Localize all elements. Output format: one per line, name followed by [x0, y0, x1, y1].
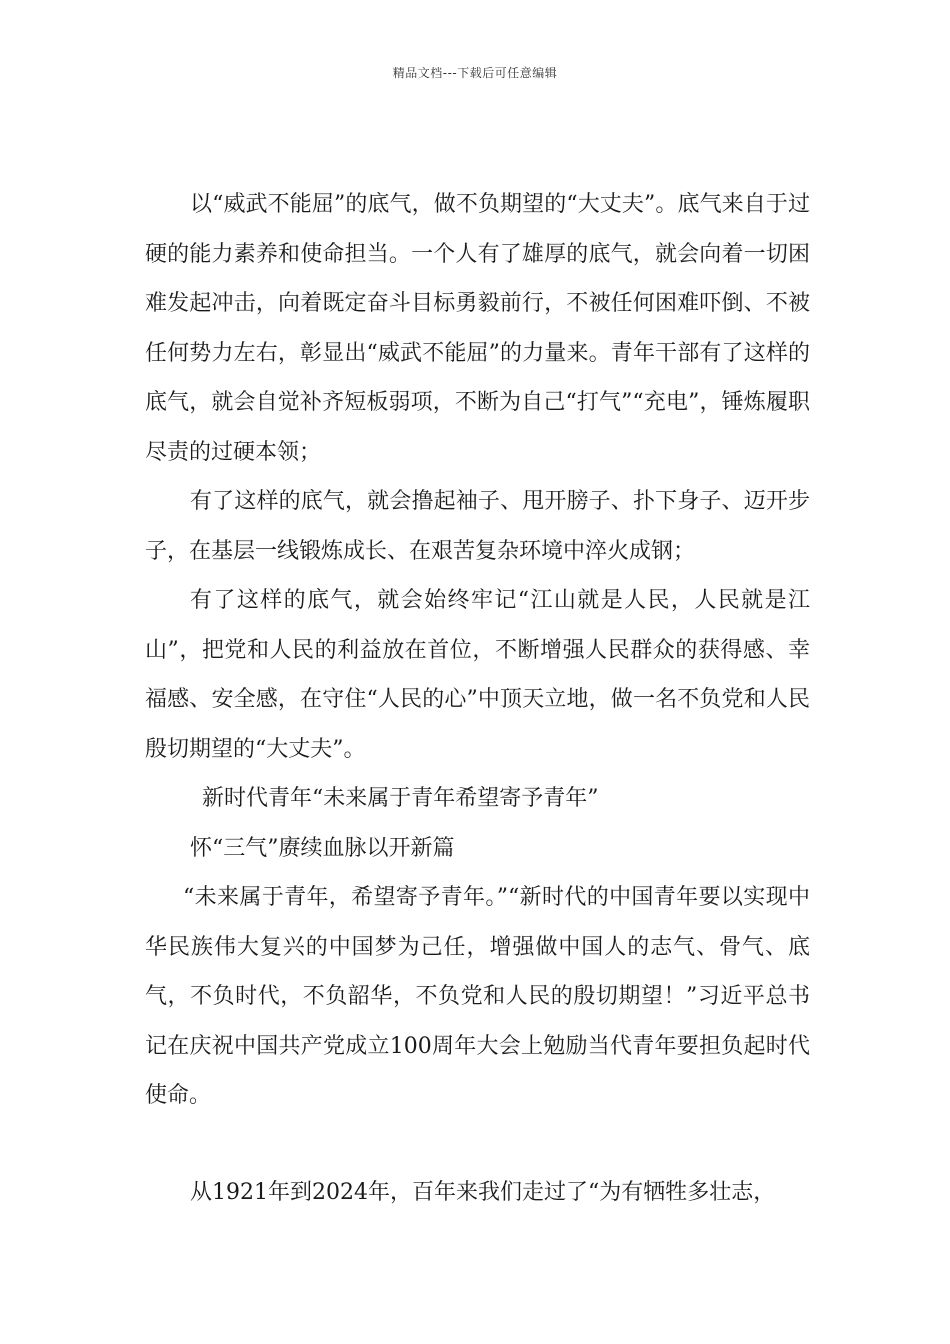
paragraph-roll-up-sleeves: 有了这样的底气，就会撸起袖子、甩开膀子、扑下身子、迈开步子，在基层一线锻炼成长、在艰苦复杂环境中淬火成钢； [145, 489, 810, 564]
page-header: 精品文档---下载后可任意编辑 [392, 66, 558, 80]
paragraph-gap [145, 1121, 810, 1168]
paragraph-people: 有了这样的底气，就会始终牢记“江山就是人民，人民就是江山”，把党和人民的利益放在首位，不断增强人民群众的获得感、幸福感、安全感，在守住“人民的心”中顶天立地，做一名不负党和人民殷切期望的“大丈夫”。 [145, 588, 810, 762]
document-body [145, 180, 810, 1217]
section-subheading: 怀“三气”赓续血脉以开新篇 [190, 835, 455, 861]
paragraph-quote: “未来属于青年，希望寄予青年。”“新时代的中国青年要以实现中华民族伟大复兴的中国梦为己任，增强做中国人的志气、骨气、底气，不负时代，不负韶华，不负党和人民的殷切期望！”习近平总书记在庆祝中国共产党成立100周年大会上勉励当代青年要担负起时代使命。 [145, 885, 810, 1108]
section-heading: 新时代青年“未来属于青年希望寄予青年” [202, 786, 599, 811]
paragraph-backbone: 以“威武不能屈”的底气，做不负期望的“大丈夫”。底气来自于过硬的能力素养和使命担当。一个人有了雄厚的底气，就会向着一切困难发起冲击，向着既定奋斗目标勇毅前行，不被任何困难吓倒、不被任何势力左右，彰显出“威武不能屈”的力量来。青年干部有了这样的底气，就会自觉补齐短板弱项，不断为自己“打气”“充电”，锤炼履职尽责的过硬本领； [145, 192, 810, 465]
paragraph-century: 从1921年到2024年，百年来我们走过了“为有牺牲多壮志， [190, 1179, 776, 1205]
